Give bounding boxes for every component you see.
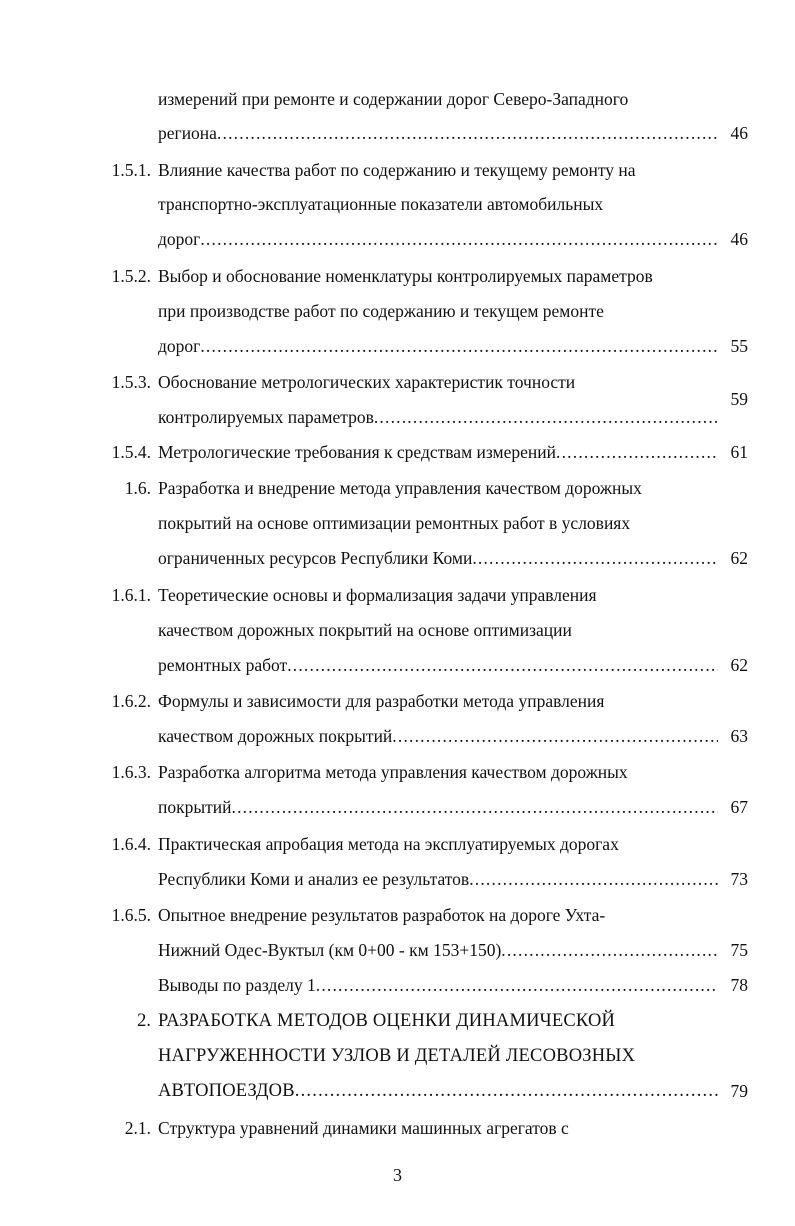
dot-leader — [374, 402, 718, 432]
toc-entry-last-line — [158, 721, 718, 751]
toc-entry-text-line: ограниченных ресурсов Республики Коми — [158, 548, 473, 568]
toc-entry-text-line: ремонтных работ — [158, 655, 288, 675]
toc-entry-page: 46 — [730, 229, 748, 249]
toc-entry-text-line: региона — [158, 123, 217, 143]
dot-leader — [556, 437, 718, 467]
toc-entry-text-line: дорог — [158, 336, 201, 356]
toc-entry-number: 1.5.4. — [111, 442, 151, 462]
dot-leader — [316, 970, 718, 1000]
toc-entry-text-line: покрытий на основе оптимизации ремонтных работ в условиях — [158, 513, 631, 533]
toc-entry-last-line — [158, 224, 718, 254]
toc-entry-text-line: Практическая апробация метода на эксплуатируемых дорогах — [158, 834, 619, 854]
toc-entry-text-line: РАЗРАБОТКА МЕТОДОВ ОЦЕНКИ ДИНАМИЧЕСКОЙ — [158, 1011, 616, 1031]
toc-entry-text-line: АВТОПОЕЗДОВ — [158, 1081, 295, 1101]
dot-leader — [295, 1076, 718, 1106]
toc-entry-last-line — [158, 1076, 718, 1106]
toc-entry-last-line — [158, 935, 718, 965]
toc-entry-text-line: Влияние качества работ по содержанию и текущему ремонту на — [158, 160, 636, 180]
toc-entry-last-line — [158, 118, 718, 148]
toc-entry-text-line: Разработка алгоритма метода управления качеством дорожных — [158, 762, 628, 782]
toc-entry-number: 1.5.3. — [111, 372, 151, 392]
toc-entry-page: 55 — [730, 336, 748, 356]
toc-entry-number: 2. — [137, 1011, 151, 1031]
toc-entry-text-line: Нижний Одес-Вуктыл (км 0+00 - км 153+150) — [158, 940, 502, 960]
toc-entry-text-line: Метрологические требования к средствам измерений — [158, 442, 557, 462]
toc-entry-text-line: Республики Коми и анализ ее результатов — [158, 869, 470, 889]
toc-entry-page: 62 — [730, 655, 748, 675]
toc-entry-text-line: Выбор и обоснование номенклатуры контролируемых параметров — [158, 266, 653, 286]
toc-entry-last-line — [158, 331, 718, 361]
toc-entry-number: 1.6. — [124, 478, 151, 498]
toc-entry-text-line: покрытий — [158, 797, 232, 817]
toc-entry-text-line: Структура уравнений динамики машинных агрегатов с — [158, 1118, 569, 1138]
toc-entry-last-line — [158, 792, 718, 822]
toc-entry-text-line: контролируемых параметров — [158, 407, 374, 427]
dot-leader — [200, 224, 718, 254]
toc-entry-text-line: качеством дорожных покрытий на основе оптимизации — [158, 620, 572, 640]
toc-entry-number: 1.5.1. — [111, 160, 151, 180]
dot-leader — [501, 935, 718, 965]
dot-leader — [287, 650, 718, 680]
toc-entry-page: 62 — [730, 548, 748, 568]
toc-entry-text-line: измерений при ремонте и содержании дорог Северо-Западного — [158, 89, 629, 109]
toc-entry-last-line — [158, 437, 718, 467]
toc-entry-last-line — [158, 864, 718, 894]
toc-entry-text-line: Формулы и зависимости для разработки метода управления — [158, 691, 605, 711]
toc-entry-text-line: при производстве работ по содержанию и текущем ремонте — [158, 301, 604, 321]
toc-entry-last-line — [158, 543, 718, 573]
toc-entry-number: 1.6.2. — [111, 691, 151, 711]
toc-entry-page: 75 — [730, 940, 748, 960]
toc-entry-number: 1.5.2. — [111, 266, 151, 286]
dot-leader — [469, 864, 718, 894]
dot-leader — [217, 118, 718, 148]
toc-entry-last-line — [158, 402, 718, 432]
dot-leader — [472, 543, 718, 573]
toc-entry-page: 73 — [730, 869, 748, 889]
toc-entry-page: 63 — [730, 726, 748, 746]
page-number: 3 — [393, 1165, 402, 1185]
toc-entry-text-line: транспортно-эксплуатационные показатели автомобильных — [158, 194, 604, 214]
toc-entry-number: 2.1. — [124, 1118, 151, 1138]
toc-entry-number: 1.6.5. — [111, 905, 151, 925]
dot-leader — [232, 792, 718, 822]
toc-entry-number: 1.6.4. — [111, 834, 151, 854]
toc-entry-text-line: качеством дорожных покрытий — [158, 726, 393, 746]
toc-entry-text-line: Теоретические основы и формализация задачи управления — [158, 585, 597, 605]
toc-entry-number: 1.6.1. — [111, 585, 151, 605]
toc-entry-text-line: Выводы по разделу 1 — [158, 975, 316, 995]
toc-entry-page: 46 — [730, 123, 748, 143]
toc-entry-page: 67 — [730, 797, 748, 817]
toc-entry-page: 59 — [730, 389, 748, 409]
toc-entry-text-line: Опытное внедрение результатов разработок на дороге Ухта- — [158, 905, 606, 925]
dot-leader — [200, 331, 718, 361]
dot-leader — [392, 721, 718, 751]
toc-entry-page: 79 — [730, 1081, 748, 1101]
toc-entry-text-line: дорог — [158, 229, 201, 249]
toc-entry-number: 1.6.3. — [111, 762, 151, 782]
toc-entry-page: 78 — [730, 975, 748, 995]
toc-entry-page: 61 — [730, 442, 748, 462]
toc-entry-text-line: Разработка и внедрение метода управления качеством дорожных — [158, 478, 642, 498]
toc-entry-last-line — [158, 970, 718, 1000]
toc-entry-last-line — [158, 650, 718, 680]
toc-entry-text-line: НАГРУЖЕННОСТИ УЗЛОВ И ДЕТАЛЕЙ ЛЕСОВОЗНЫХ — [158, 1046, 636, 1066]
toc-entry-text-line: Обоснование метрологических характеристик точности — [158, 372, 576, 392]
